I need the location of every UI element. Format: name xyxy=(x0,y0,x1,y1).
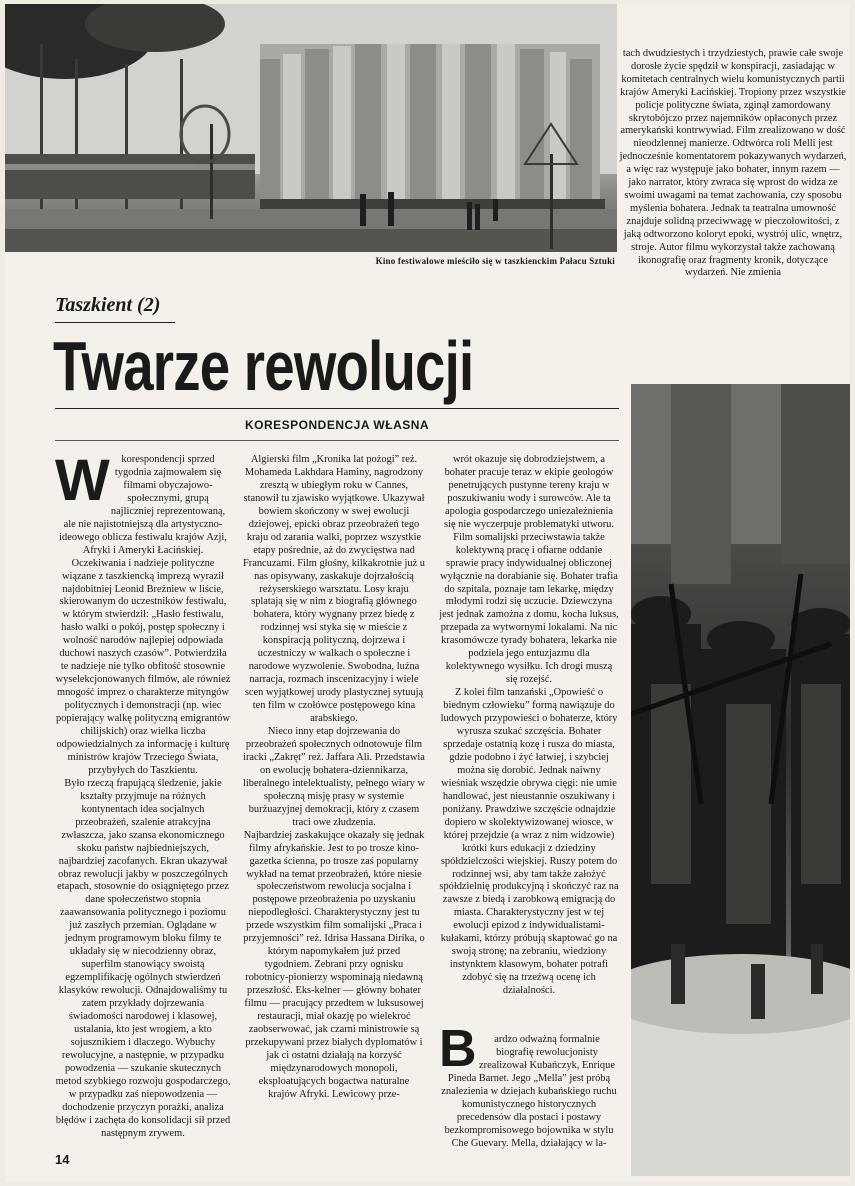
headline: Twarze rewolucji xyxy=(53,327,474,405)
festival-palace-photo xyxy=(5,4,617,252)
soldiers-illustration xyxy=(631,384,850,1176)
paragraph: wrót okazuje się dobrodziejstwem, a bohater pracuje teraz w ekipie geologów penetrujących pustynne tereny kraju w poszukiwaniu wody i surowców. Ale ta apologia gospodarczego uniezależnienia się nie wyczerpuje problematyki utworu. Film somalijski przeciwstawia także kolektywną pracę i ofiarne oddanie sprawie pracy indywidualnej obliczonej wyłącznie na dorabianie się. Bohater trafia do szpitala, poznaje tam lekarkę, między młodymi rodzi się uczucie. Dziewczyna jest jednak zamożna z domu, kocha luksus, przepada za wytwornymi lokalami. Na nic krasomówcze tyrady bohatera, lekarka nie podziela jego entuzjazmu dla kolektywnego wysiłku. Ich drogi muszą się rozejść. xyxy=(439,454,619,686)
text-column-2 xyxy=(243,454,425,1144)
text-column-1 xyxy=(55,454,231,1144)
soldiers-photo xyxy=(631,384,850,1176)
text-column-3 xyxy=(439,454,619,1024)
paragraph: Było rzeczą frapującą śledzenie, jakie kształty przyjmuje na różnych kontynentach idea socjalnych przeobrażeń, szalenie atrakcyjna zwłaszcza, jako szansa ekonomicznego skoku państw najbiedniejszych, najbardziej zacofanych. Ekran ukazywał obraz rewolucji jakby w poszczególnych etapach, stosownie do osiągniętego przez dane społeczeństwo stopnia zaawansowania politycznego i poziomu już zaszłych przemian. Oglądane w jednym programowym bloku filmy te układały się w niecodzienny obraz, superfilm stanowiący swoistą egzemplifikację ogólnych stwierdzeń klasyków rewolucji. Odnajdowaliśmy tu zatem przykłady dojrzewania świadomości narodowej i klasowej, ustalania, kto jest wrogiem, a kto sojusznikiem i dlaczego. Wybuchy rewolucyjne, a następnie, w przypadku powodzenia — szukanie skutecznych metod szybkiego rozwoju gospodarczego, w przypadku zaś niepowodzenia — dochodzenie przyczyn porażki, analiza błędów i zachęta do konsolidacji sił przed następnym zrywem. xyxy=(55,777,231,1139)
page-number: 14 xyxy=(55,1152,70,1167)
paragraph: Najbardziej zaskakujące okazały się jednak filmy afrykańskie. Jest to po trosze kino-gazetka ścienna, po trosze zaś popularny wykład na temat przeobrażeń, które niesie społeczeństwom rewolucja socjalna i postępowe przeobrażenia po uzyskaniu niepodległości. Charakterystyczny jest tu przede wszystkim film somalijski „Praca i przyjemności” reż. Idrisa Hassana Dirika, o którym napomykałem już przed tygodniem. Zebrani przy ognisku robotnicy-pionierzy wspominają niedawną przeszłość. Eks-kelner — główny bohater filmu — pracujący przedtem w luksusowej restauracji, miał okazję po wielekroć zaobserwować, jak czarni ministrowie są przekupywani przez białych dyplomatów i jak ci ostatni działają na korzyść międzynarodowych monopoli, eksploatujących bogactwa naturalne krajów Afryki. Lewicowy prze- xyxy=(243,829,425,1100)
series-title: Taszkient (2) xyxy=(55,294,161,316)
text-column-top-right: tach dwudziestych i trzydziestych, prawie całe swoje dorosłe życie spędził w konspiracji, zasiadając w komitetach centralnych wielu komunistycznych partii krajów Ameryki Łacińskiej. Tropiony przez wszystkie policje polityczne świata, zginął zamordowany skrytobójczo przez najemników opłaconych przez amerykański kontrwywiad. Film zrealizowano w dość nieodzlennej manierze. Odtwórca roli Melli jest jednocześnie komentatorem pokazywanych wydarzeń, a więc raz występuje jako bohater, innym razem — jako narrator, który zwraca się wprost do widza ze swoimi uwagami na temat zachowania, czy sposobu myślenia bohatera. Jednak ta teatralna umowność znajduje solidną przeciwwagę w pieczołowitości, z jaką odtworzono koloryt epoki, wystrój ulic, wnętrz, stroje. Autor filmu wykorzystał także zachowaną ikonografię oraz fragmenty kronik, dotyczące wydarzeń. Nie zmienia xyxy=(619,48,847,279)
photo-caption: Kino festiwalowe mieściło się w taszkienckim Pałacu Sztuki xyxy=(375,256,615,266)
paragraph: korespondencji sprzed tygodnia zajmowałem się filmami obyczajowo-społecznymi, grupą najliczniej reprezentowaną, ale nie najistotniejszą dla artystyczno-ideowego oblicza festiwalu krajów Azji, Afryki i Ameryki Łacińskiej. Oczekiwania i nadzieje polityczne wiązane z taszkiencką imprezą wyraził najdobitniej Leonid Breżniew w liście, skierowanym do uczestników festiwalu, w którym stwierdził: „Hasło festiwalu, hasło walki o pokój, postęp społeczny i wolność narodów najlepiej odpowiada duchowi naszych czasów”. Potwierdziła te nadzieje nie tylko obfitość stosownie wyselekcjonowanych filmów, ale również mnogość imprez o charakterze mityngów politycznych i demonstracji (np. wiec popierający walkę polityczną emigrantów chilijskich) oraz wielka liczba odpowiedzialnych za informację i kulturę ministrów krajów Trzeciego Świata, przybyłych do Taszkientu. xyxy=(55,454,231,776)
headline-rule xyxy=(55,408,619,409)
text-column-3-continuation xyxy=(439,1024,619,1154)
byline: KORESPONDENCJA WŁASNA xyxy=(245,418,430,432)
paragraph: Z kolei film tanzański „Opowieść o biednym człowieku” formą nawiązuje do ludowych przypowieści o bohaterze, który wyrusza szukać szczęścia. Bohater sprzedaje ostatnią kozę i rusza do miasta, gdzie podobno i żyć łatwiej, i szybciej można się dorobić. Jednak naiwny wieśniak wszędzie obrywa cięgi: nie umie handlować, jest nieustannie oszukiwany i poniżany. Prawdziwe szczęście odnajdzie dopiero w skolektywizowanej wiosce, w której przejdzie (a wraz z nim widzowie) krótki kurs edukacji z dziedziny spółdzielczości wiejskiej. Ruszy potem do rodzinnej wsi, aby tam także założyć spółdzielnię produkcyjną i skończyć raz na zawsze z biedą i zarobkową emigracją do miasta. Charakterystyczny jest w tej ewolucji epizod z indywidualistami-kułakami, którzy próbują skaptować go na swoją stronę; na zebraniu, wiedziony instynktem klasowym, bohater potrafi zdobyć się na trzeźwą ocenę ich działalności. xyxy=(439,687,619,997)
series-underline xyxy=(55,322,175,323)
festival-palace-illustration xyxy=(5,4,617,252)
dropcap-w: W xyxy=(55,454,110,513)
paragraph: Nieco inny etap dojrzewania do przeobrażeń społecznych odnotowuje film iracki „Zakręt” reż. Jaffara Ali. Przedstawia on ewolucję bohatera-dziennikarza, liberalnego intelektualisty, pełnego wiary w społeczną misję prasy w systemie burżuazyjnej demokracji, który z czasem traci owe złudzenia. xyxy=(243,726,425,828)
magazine-page xyxy=(5,4,850,1182)
dropcap-b: B xyxy=(439,1024,477,1078)
byline-rule xyxy=(55,440,619,441)
paragraph: ardzo odważną formalnie biografię rewolucjonisty zrealizował Kubańczyk, Enrique Pineda Barnet. Jego „Mella” jest próbą znalezienia w dziejach kubańskiego ruchu komunistycznego historycznych precedensów dla postaci i postawy bezkompromisowego bojownika w stylu Che Guevary. Mella, działający w la- xyxy=(441,1034,617,1150)
paragraph: Algierski film „Kronika lat pożogi” reż. Mohameda Lakhdara Haminy, nagrodzony zresztą w ubiegłym roku w Cannes, stanowił tu zjawisko wyjątkowe. Ukazywał bowiem skończony w swej ewolucji dziejowej, epicki obraz przeobrażeń tego kraju od zarania walki, poprzez wszystkie etapy pośrednie, aż do zwycięstwa nad Francuzami. Film głośny, kilkakrotnie już u nas opisywany, zaskakuje dojrzałością reżyserskiego warsztatu. Losy kraju splatają się w nim z biografią głównego bohatera, który wygnany przez biedę z rodzinnej wsi styka się w mieście z konspiracją polityczną, dojrzewa i uczestniczy w walkach o społeczne i narodowe wyzwolenie. Swobodna, luźna narracja, rozmach inscenizacyjny i wiele scen wyjątkowej urody plastycznej sytuują ten film w czołówce postępowego kina arabskiego. xyxy=(243,454,425,725)
